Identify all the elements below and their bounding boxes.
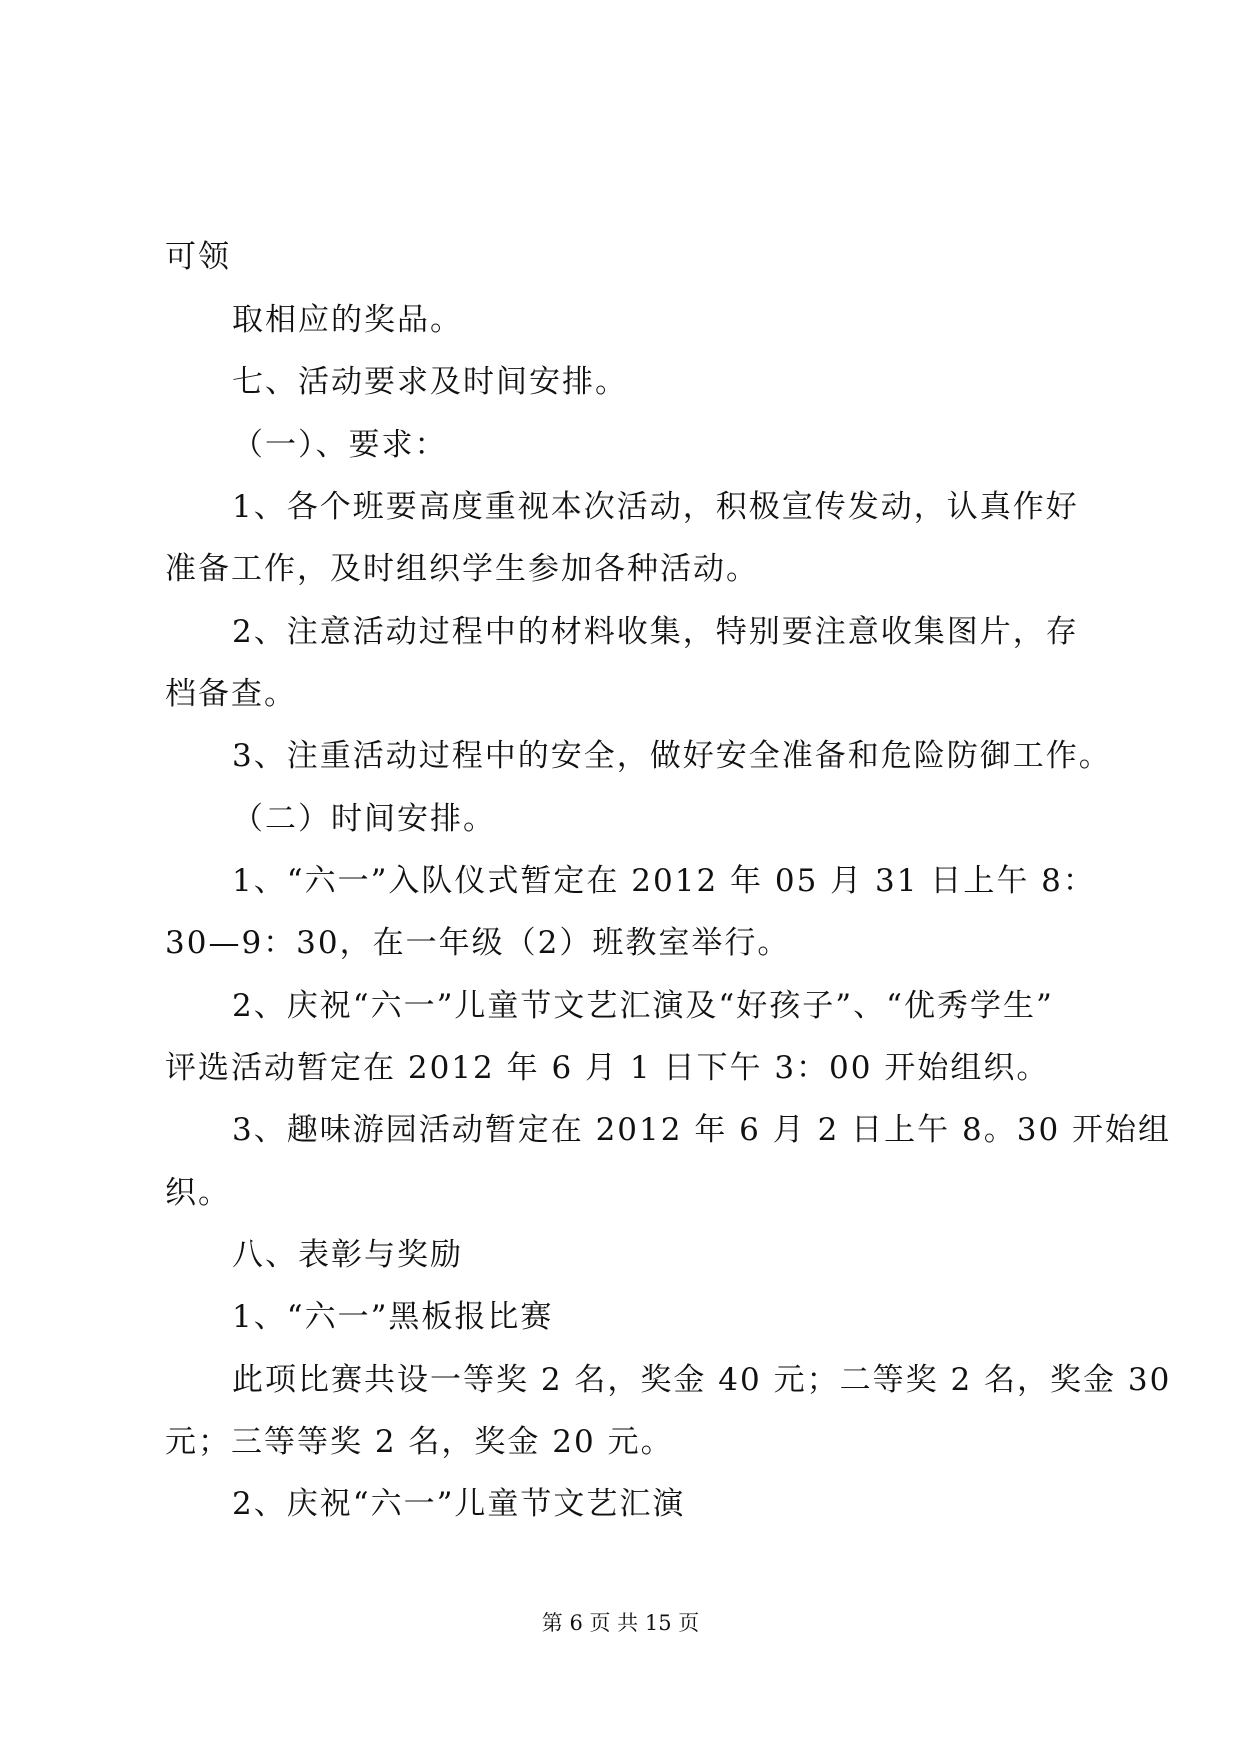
text-line-21: 2、庆祝“六一”儿童节文艺汇演 bbox=[232, 1486, 686, 1522]
text-line-18: 1、“六一”黑板报比赛 bbox=[232, 1299, 554, 1335]
text-line-9: 3、注重活动过程中的安全，做好安全准备和危险防御工作。 bbox=[232, 738, 1112, 774]
text-line-5: 1、各个班要高度重视本次活动，积极宣传发动，认真作好 bbox=[232, 489, 1079, 525]
text-line-14: 评选活动暂定在 2012 年 6 月 1 日下午 3：00 开始组织。 bbox=[165, 1050, 1050, 1086]
text-line-15: 3、趣味游园活动暂定在 2012 年 6 月 2 日上午 8。30 开始组 bbox=[232, 1112, 1172, 1148]
section-heading-8: 八、表彰与奖励 bbox=[232, 1237, 463, 1273]
text-line-12: 30—9：30，在一年级（2）班教室举行。 bbox=[165, 925, 791, 961]
text-line-6: 准备工作，及时组织学生参加各种活动。 bbox=[165, 551, 759, 587]
section-heading-7: 七、活动要求及时间安排。 bbox=[232, 364, 628, 400]
text-line-2: 取相应的奖品。 bbox=[232, 302, 463, 338]
text-line-11: 1、“六一”入队仪式暂定在 2012 年 05 月 31 日上午 8： bbox=[232, 863, 1096, 899]
text-line-7: 2、注意活动过程中的材料收集，特别要注意收集图片，存 bbox=[232, 614, 1079, 650]
text-line-19: 此项比赛共设一等奖 2 名，奖金 40 元；二等奖 2 名，奖金 30 bbox=[232, 1362, 1172, 1398]
text-line-16: 织。 bbox=[165, 1175, 231, 1211]
page-number-footer: 第 6 页 共 15 页 bbox=[541, 1611, 700, 1635]
subheading-requirements: （一）、要求： bbox=[232, 427, 448, 463]
subheading-schedule: （二）时间安排。 bbox=[232, 801, 496, 837]
text-line-1: 可领 bbox=[165, 239, 231, 275]
text-line-20: 元；三等等奖 2 名，奖金 20 元。 bbox=[165, 1424, 674, 1460]
text-line-8: 档备查。 bbox=[165, 676, 297, 712]
text-line-13: 2、庆祝“六一”儿童节文艺汇演及“好孩子”、“优秀学生” bbox=[232, 988, 1054, 1024]
